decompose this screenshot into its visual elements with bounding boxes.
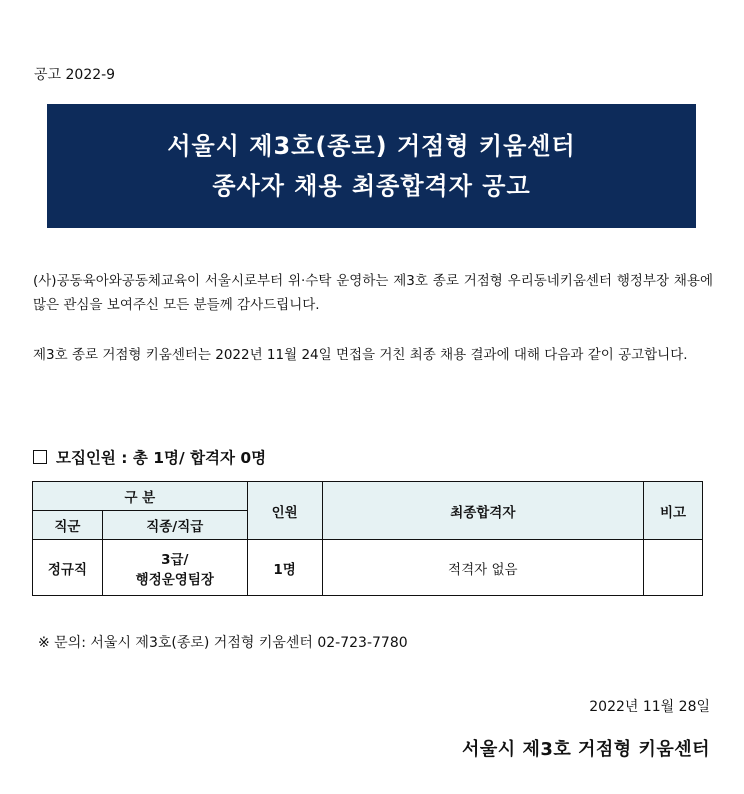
inquiry-contact: ※ 문의: 서울시 제3호(종로) 거점형 키움센터 02-723-7780	[38, 635, 408, 651]
cell-final-candidates: 적격자 없음	[322, 540, 643, 596]
cell-job-type-line2: 행정운영팀장	[135, 571, 214, 588]
table-row	[33, 540, 703, 596]
cell-remarks	[644, 540, 703, 596]
recruit-summary	[33, 446, 266, 468]
intro-paragraph: (사)공동육아와공동체교육이 서울시로부터 위·수탁 운영하는 제3호 종로 거점형 우리동네키움센터 행정부장 채용에 많은 관심을 보여주신 모든 분들께 감사드립니다.	[33, 273, 713, 313]
cell-job-type	[102, 540, 247, 596]
header-category: 구 분	[33, 482, 248, 511]
notice-number: 공고 2022-9	[34, 67, 116, 83]
title-line-1: 서울시 제3호(종로) 거점형 키움센터	[167, 132, 576, 160]
organization-name: 서울시 제3호 거점형 키움센터	[462, 739, 710, 760]
announcement-paragraph: 제3호 종로 거점형 키움센터는 2022년 11월 24일 면접을 거친 최종 채용 결과에 대해 다음과 같이 공고합니다.	[33, 347, 688, 363]
header-job-type: 직종/직급	[102, 511, 247, 540]
header-final-candidates: 최종합격자	[322, 482, 643, 540]
title-banner	[47, 104, 696, 228]
recruit-summary-text: 모집인원 : 총 1명/ 합격자 0명	[56, 449, 267, 467]
cell-headcount: 1명	[247, 540, 322, 596]
header-remarks: 비고	[644, 482, 703, 540]
title-line-2: 종사자 채용 최종합격자 공고	[212, 172, 531, 200]
header-headcount: 인원	[247, 482, 322, 540]
cell-job-type-line1: 3급/	[161, 551, 189, 568]
checkbox-icon	[33, 450, 47, 464]
header-job-class: 직군	[33, 511, 103, 540]
announcement-date: 2022년 11월 28일	[589, 699, 710, 715]
result-table	[32, 481, 703, 596]
cell-job-class: 정규직	[33, 540, 103, 596]
